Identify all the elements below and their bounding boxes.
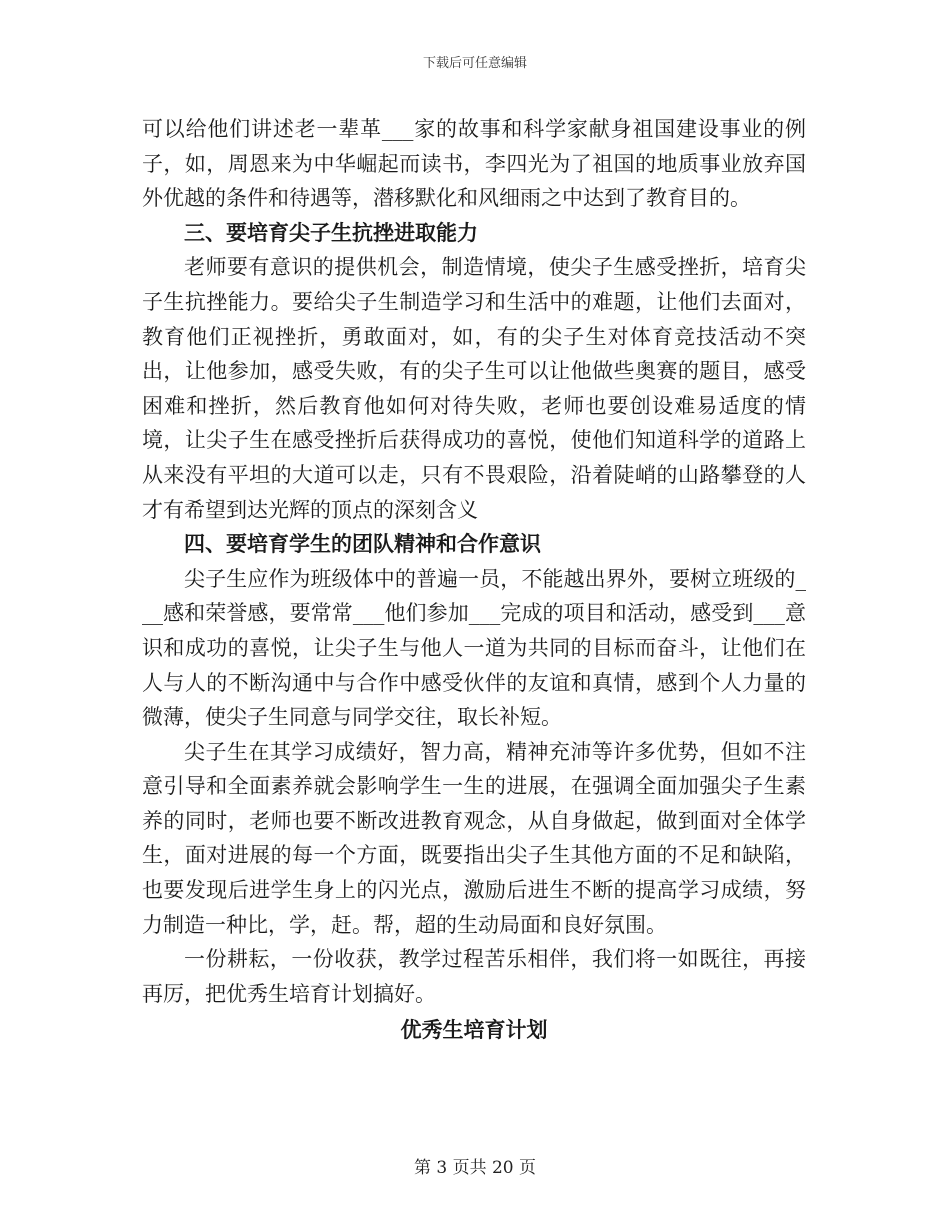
document-body <box>142 112 806 1048</box>
paragraph-4: 尖子生在其学习成绩好，智力高，精神充沛等许多优势，但如不注意引导和全面素养就会影响学生一生的进展，在强调全面加强尖子生素养的同时，老师也要不断改进教育观念，从自身做起，做到面对全体学生，面对进展的每一个方面，既要指出尖子生其他方面的不足和缺陷，也要发现后进学生身上的闪光点，激励后进生不断的提高学习成绩，努力制造一种比，学，赶。帮，超的生动局面和良好氛围。 <box>142 739 806 937</box>
paragraph-5: 一份耕耘，一份收获，教学过程苦乐相伴，我们将一如既往，再接再厉，把优秀生培育计划搞好。 <box>142 947 806 1006</box>
document-title: 优秀生培育计划 <box>400 1017 548 1043</box>
page-number-footer: 第 3 页共 20 页 <box>413 1158 537 1178</box>
section-heading-3: 三、要培育尖子生抗挫进取能力 <box>184 219 478 245</box>
paragraph-1: 可以给他们讲述老一辈革___家的故事和科学家献身祖国建设事业的例子，如，周恩来为中华崛起而读书，李四光为了祖国的地质事业放弃国外优越的条件和待遇等，潜移默化和风细雨之中达到了教育目的。 <box>142 117 806 211</box>
paragraph-2: 老师要有意识的提供机会，制造情境，使尖子生感受挫折，培育尖子生抗挫能力。要给尖子生制造学习和生活中的难题，让他们去面对，教育他们正视挫折，勇敢面对，如，有的尖子生对体育竞技活动不突出，让他参加，感受失败，有的尖子生可以让他做些奥赛的题目，感受困难和挫折，然后教育他如何对待失败，老师也要创设难易适度的情境，让尖子生在感受挫折后获得成功的喜悦，使他们知道科学的道路上从来没有平坦的大道可以走，只有不畏艰险，沿着陡峭的山路攀登的人才有希望到达光辉的顶点的深刻含义 <box>142 255 806 522</box>
paragraph-3: 尖子生应作为班级体中的普遍一员，不能越出界外，要树立班级的___感和荣誉感，要常常___他们参加___完成的项目和活动，感受到___意识和成功的喜悦，让尖子生与他人一道为共同的目标而奋斗，让他们在人与人的不断沟通中与合作中感受伙伴的友谊和真情，感到个人力量的微薄，使尖子生同意与同学交往，取长补短。 <box>142 566 806 730</box>
section-heading-4: 四、要培育学生的团队精神和合作意识 <box>184 531 541 557</box>
page-header: 下载后可任意编辑 <box>422 56 527 71</box>
